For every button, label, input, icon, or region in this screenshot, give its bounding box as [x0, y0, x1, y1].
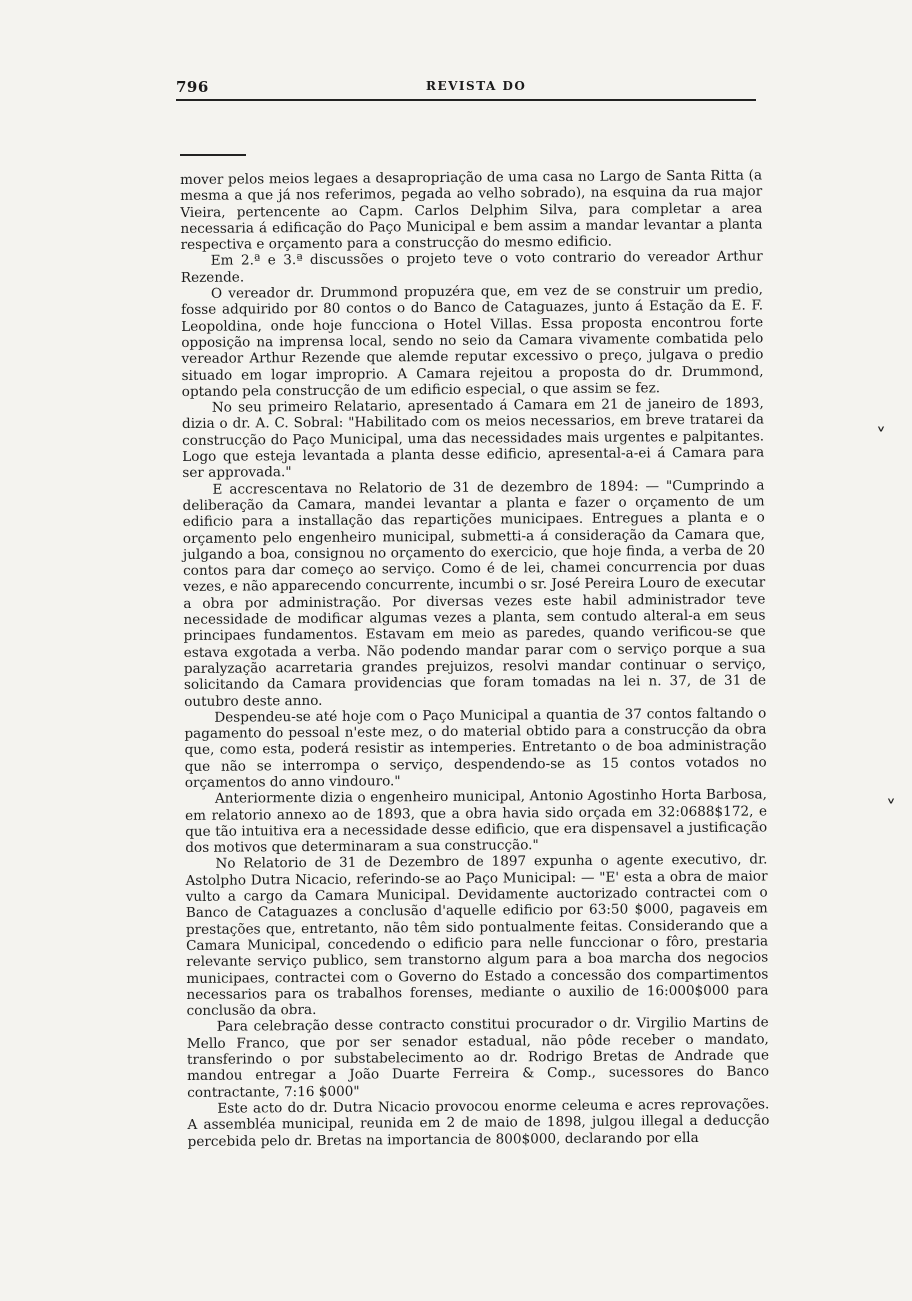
paragraph: No seu primeiro Relatario, apresentado á Camara em 21 de janeiro de 1893, dizia o dr. A. C. Sobral: "Habilitado com os meios necessarios, em breve tratarei da construcção do Paço Municipal, uma das necessidades mais urgentes e palpitantes. Logo que esteja levantada a planta desse edificio, apresental-a-ei á Camara para ser approvada." [181, 395, 765, 482]
paragraph: Para celebração desse contracto constitui procurador o dr. Virgilio Martins de Mello Franco, que por ser senador estadual, não pôde receber o mandato, transferindo o por substabelecimento ao dr. Rodrigo Bretas de Andrade que mandou entregar a João Duarte Ferreira & Comp., sucessores do Banco contractante, 7:16 $000" [186, 1014, 770, 1101]
running-head: REVISTA DO [426, 79, 527, 93]
page-number: 796 [176, 78, 209, 96]
paragraph: Despendeu-se até hoje com o Paço Municipal a quantia de 37 contos faltando o pagamento do pessoal n'este mez, o do material obtido para a construcção da obra que, como esta, poderá resistir as intemperies. Entretanto o de boa administração que não se interrompa o serviço, despendendo-se as 15 contos votados no orçamentos do anno vindouro." [184, 705, 767, 791]
margin-mark: ˅ [886, 796, 896, 820]
paragraph: E accrescentava no Relatorio de 31 de dezembro de 1894: — "Cumprindo a deliberação da Camara, mandei levantar a planta e fazer o orçamento de um edificio para a installação das repartições municipaes. Entregues a planta e o orçamento pelo engenheiro municipal, submetti-a á consideração da Camara que, julgando a boa, consignou no orçamento do exercicio, que hoje finda, a verba de 20 contos para dar começo ao serviço. Como é de lei, chamei concurrencia por duas vezes, e não apparecendo concurrente, incumbi o sr. José Pereira Louro de executar a obra por administração. Por diversas vezes este habil administrador teve necessidade de modificar algumas vezes a planta, sem contudo alteral-a em seus principaes fundamentos. Estavam em meio as paredes, quando verificou-se que estava exgotada a verba. Não podendo mandar parar com o serviço porque a sua paralyzação acarretaria grandes prejuizos, resolvi mandar continuar o serviço, solicitando da Camara providencias que foram tomadas na lei n. 37, de 31 de outubro deste anno. [182, 477, 767, 710]
article-body [180, 167, 770, 1149]
margin-mark: ˅ [876, 424, 886, 448]
paragraph: O vereador dr. Drummond propuzéra que, em vez de se construir um predio, fosse adquirido por 80 contos o do Banco de Cataguazes, junto á Estação da E. F. Leopoldina, onde hoje funcciona o Hotel Villas. Essa proposta encontrou forte opposição na imprensa local, sendo no seio da Camara vivamente combatida pelo vereador Arthur Rezende que alemde reputar excessivo o preço, julgava o predio situado em logar improprio. A Camara rejeitou a proposta do dr. Drummond, optando pela construcção de um edificio especial, o que assim se fez. [181, 281, 764, 400]
paragraph: Anteriormente dizia o engenheiro municipal, Antonio Agostinho Horta Barbosa, em relatorio annexo ao de 1893, que a obra havia sido orçada em 32:0688$172, e que tão intuitiva era a necessidade desse edificio, que era dispensavel a justificação dos motivos que determinaram a sua construcção." [184, 786, 768, 857]
paragraph: Este acto do dr. Dutra Nicacio provocou enorme celeuma e acres reprovações. A assembléa municipal, reunida em 2 de maio de 1898, julgou illegal a deducção percebida pelo dr. Bretas na importancia de 800$000, declarando por ella [187, 1096, 770, 1150]
paragraph: mover pelos meios legaes a desapropriação de uma casa no Largo de Santa Ritta (a mesma a que já nos referimos, pegada ao velho sobrado), na esquina da rua major Vieira, pertencente ao Capm. Carlos Delphim Silva, para completar a area necessaria á edificação do Paço Municipal e bem assim a mandar levantar a planta respectiva e orçamento para a construcção do mesmo edificio. [180, 167, 763, 254]
paragraph: Em 2.ª e 3.ª discussões o projeto teve o voto contrario do vereador Arthur Rezende. [180, 248, 763, 286]
header-rule [176, 99, 756, 101]
paragraph: No Relatorio de 31 de Dezembro de 1897 expunha o agente executivo, dr. Astolpho Dutra Nicacio, referindo-se ao Paço Municipal: — "E' esta a obra de maior vulto a cargo da Camara Municipal. Devidamente auctorizado contractei com o Banco de Cataguazes a conclusão d'aquelle edificio por 63:50 $000, pagaveis em prestações que, entretanto, não têm sido pontualmente feitas. Considerando que a Camara Municipal, concedendo o edificio para nelle funccionar o fôro, prestaria relevante serviço publico, sem transtorno algum para a boa marcha dos negocios municipaes, contractei com o Governo do Estado a concessão dos compartimentos necessarios para os trabalhos forenses, mediante o auxilio de 16:000$000 para conclusão da obra. [185, 851, 769, 1020]
section-rule [180, 154, 246, 156]
page-header [176, 78, 756, 100]
